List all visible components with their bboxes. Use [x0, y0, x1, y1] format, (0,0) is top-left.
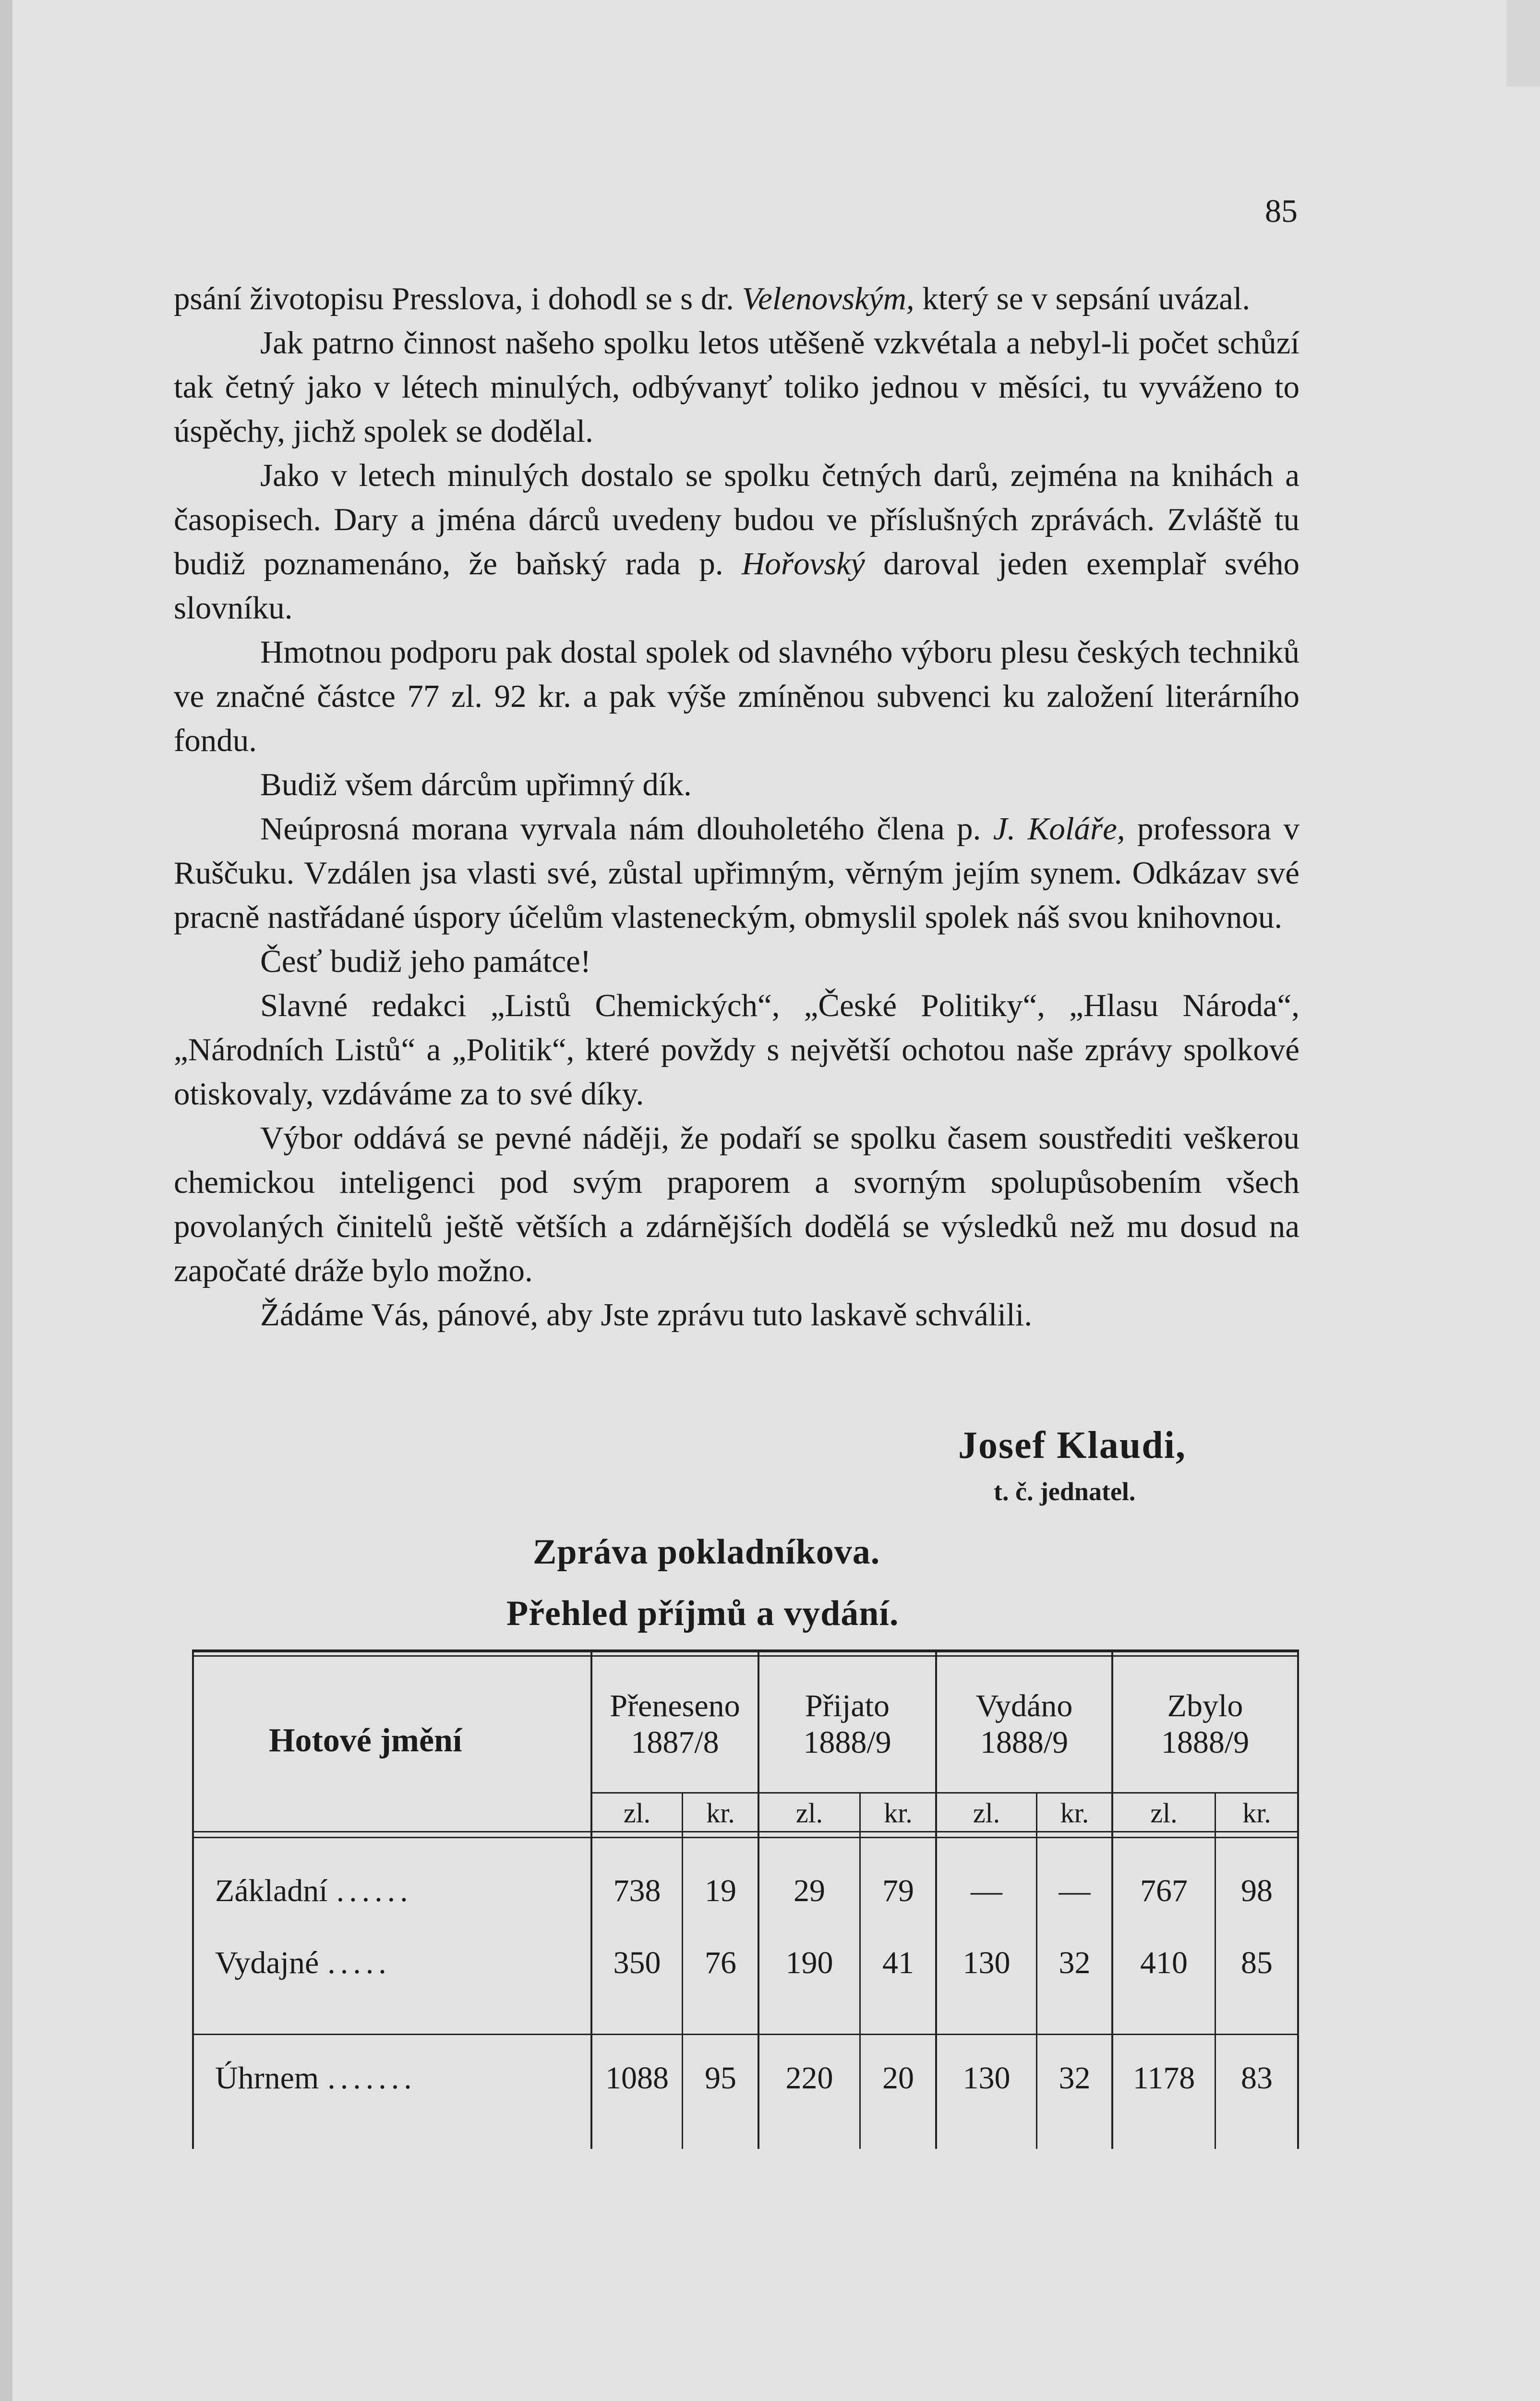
- italic-name: Velenovským,: [742, 281, 914, 316]
- paragraph-text: daroval jeden exemplař svého slovníku.: [174, 546, 1299, 626]
- table-cell: 20: [882, 2061, 914, 2096]
- signature-title: t. č. jednatel.: [994, 1477, 1136, 1506]
- unit-zl: zl.: [973, 1797, 1000, 1829]
- paragraph-text: který se v sepsání uvázal.: [914, 281, 1251, 316]
- leader-dots: .....: [327, 1945, 391, 1980]
- col-header-year: 1888/9: [980, 1725, 1069, 1760]
- col-divider-3b: [1036, 1793, 1037, 2149]
- paragraph: [174, 630, 1299, 763]
- table-cell: 410: [1140, 1945, 1188, 1980]
- table-cell: 767: [1140, 1873, 1188, 1908]
- col-header-prijato: [759, 1688, 935, 1761]
- table-cell: 76: [705, 1945, 736, 1980]
- paragraph-text: Jako v letech minulých dostalo se spolku četných darů, zejména na knihách a časopisech. Dary a jména dárců uvedeny budou ve příslušných zprávách. Zvláště tu budiž poznamenáno, že baňský rada p.: [174, 458, 1299, 582]
- table-cell: 190: [785, 1945, 833, 1980]
- col-header-label: Přijato: [805, 1688, 890, 1723]
- table-cell: —: [1059, 1873, 1091, 1908]
- table-cell: —: [971, 1873, 1002, 1908]
- units-divider: [192, 1831, 1299, 1832]
- paragraph: [174, 1293, 1299, 1337]
- paragraph-text: Jak patrno činnost našeho spolku letos utěšeně vzkvétala a nebyl-li počet schůzí tak četný jako v létech minulých, odbývanyť toliko jednou v měsíci, tu vyváženo to úspěchy, jichž spolek se dodělal.: [174, 325, 1299, 449]
- italic-name: J. Koláře,: [993, 811, 1125, 847]
- paragraph-text: Žádáme Vás, pánové, aby Jste zprávu tuto laskavě schválili.: [260, 1297, 1033, 1333]
- row-label-text: Základní: [215, 1873, 328, 1908]
- unit-kr: kr.: [1242, 1797, 1271, 1829]
- col-divider-2b: [859, 1793, 861, 2149]
- table-cell: 1178: [1132, 2061, 1195, 2096]
- leader-dots: .......: [327, 2061, 417, 2096]
- paragraph-text: Neúprosná morana vyrvala nám dlouholetého člena p.: [260, 811, 993, 847]
- unit-kr: kr.: [706, 1797, 735, 1829]
- unit-zl: zl.: [795, 1797, 823, 1829]
- table-cell: 29: [794, 1873, 825, 1908]
- row-label: [215, 1945, 391, 1981]
- paragraph: [174, 763, 1299, 807]
- row-label: [215, 2060, 417, 2097]
- col-header-label: Vydáno: [975, 1688, 1073, 1723]
- italic-name: Hořovský: [742, 546, 865, 582]
- col-header-prenes: [592, 1688, 758, 1761]
- paragraph-text: Česť budiž jeho památce!: [260, 944, 591, 979]
- table-cell: 95: [705, 2061, 736, 2096]
- table-cell: 98: [1241, 1873, 1273, 1908]
- table-cell: 83: [1241, 2061, 1273, 2096]
- col-header-vydano: [937, 1688, 1111, 1761]
- paragraph-text: Výbor oddává se pevné náději, že podaří se spolku časem soustřediti veškerou chemickou inteligenci pod svým praporem a svorným spolupůsobením všech povolaných činitelů ještě větších a zdárnějších dodělá se výsledků než mu dosud na započaté dráže bylo možno.: [174, 1120, 1299, 1288]
- col-divider-4b: [1215, 1793, 1216, 2149]
- col-header-year: 1888/9: [803, 1725, 891, 1760]
- col-header-label: Zbylo: [1167, 1688, 1243, 1723]
- unit-kr: kr.: [1060, 1797, 1089, 1829]
- table-cell: 32: [1059, 2061, 1091, 2096]
- col-header-year: 1887/8: [631, 1725, 719, 1760]
- table-cell: 85: [1241, 1945, 1273, 1980]
- paragraph: [174, 277, 1299, 321]
- table-cell: 41: [882, 1945, 914, 1980]
- paragraph-text: Budiž všem dárcům upřimný dík.: [260, 767, 692, 802]
- table-cell: 79: [882, 1873, 914, 1908]
- body-text: [174, 277, 1299, 1337]
- table-cell: 350: [613, 1945, 661, 1980]
- table-cell: 32: [1059, 1945, 1091, 1980]
- paragraph: [174, 983, 1299, 1116]
- table-cell: 220: [785, 2061, 833, 2096]
- col-header-label: Přeneseno: [610, 1688, 740, 1723]
- table-top-rule: [192, 1649, 1299, 1652]
- col-header-year: 1888/9: [1161, 1725, 1250, 1760]
- paragraph: [174, 939, 1299, 983]
- table-top-rule-2: [192, 1655, 1299, 1657]
- table-cell: 130: [962, 1945, 1011, 1980]
- paragraph: [174, 453, 1299, 630]
- paragraph-text: psání životopisu Presslova, i dohodl se s dr.: [174, 281, 742, 316]
- unit-zl: zl.: [623, 1797, 651, 1829]
- table-right-border: [1297, 1649, 1299, 2149]
- table-cell: 738: [613, 1873, 661, 1908]
- header-divider: [590, 1792, 1299, 1794]
- total-divider: [192, 2034, 1299, 2035]
- finance-table: [192, 1649, 1299, 2149]
- row-label: [215, 1873, 413, 1909]
- paragraph: [174, 807, 1299, 939]
- col-divider-1b: [682, 1793, 683, 2149]
- row-label-text: Úhrnem: [215, 2061, 319, 2096]
- paragraph: [174, 321, 1299, 453]
- table-cell: 19: [705, 1873, 736, 1908]
- page-left-edge: [0, 0, 12, 2401]
- table-left-border: [192, 1649, 194, 2149]
- paragraph-text: Hmotnou podporu pak dostal spolek od slavného výboru plesu českých techniků ve značné částce 77 zl. 92 kr. a pak výše zmíněnou subvenci ku založení literárního fondu.: [174, 634, 1299, 758]
- report-title: Zpráva pokladníkova.: [533, 1532, 880, 1572]
- page-corner-shadow: [1506, 0, 1540, 86]
- row-header-label: Hotové jmění: [269, 1722, 462, 1759]
- paragraph: [174, 1116, 1299, 1293]
- table-cell: 1088: [605, 2061, 669, 2096]
- leader-dots: ......: [336, 1873, 413, 1908]
- report-subtitle: Přehled příjmů a vydání.: [506, 1594, 899, 1633]
- paragraph-text: professora v Ruščuku. Vzdálen jsa vlasti své, zůstal upřimným, věrným jejím synem. Odkázav své pracně nastřádané úspory účelům vlasteneckým, obmyslil spolek náš svou knihovnou.: [174, 811, 1299, 935]
- unit-zl: zl.: [1150, 1797, 1178, 1829]
- paragraph-text: Slavné redakci „Listů Chemických“, „České Politiky“, „Hlasu Národa“, „Národních Listů“ a „Politik“, které povždy s největší ochotou naše zprávy spolkové otiskovaly, vzdáváme za to své díky.: [174, 988, 1299, 1112]
- signature-name: Josef Klaudi,: [958, 1424, 1186, 1467]
- table-cell: 130: [962, 2061, 1011, 2096]
- units-divider-2: [192, 1837, 1299, 1838]
- col-header-zbylo: [1113, 1688, 1297, 1761]
- unit-kr: kr.: [884, 1797, 913, 1829]
- page-number: 85: [1265, 193, 1298, 229]
- row-label-text: Vydajné: [215, 1945, 319, 1980]
